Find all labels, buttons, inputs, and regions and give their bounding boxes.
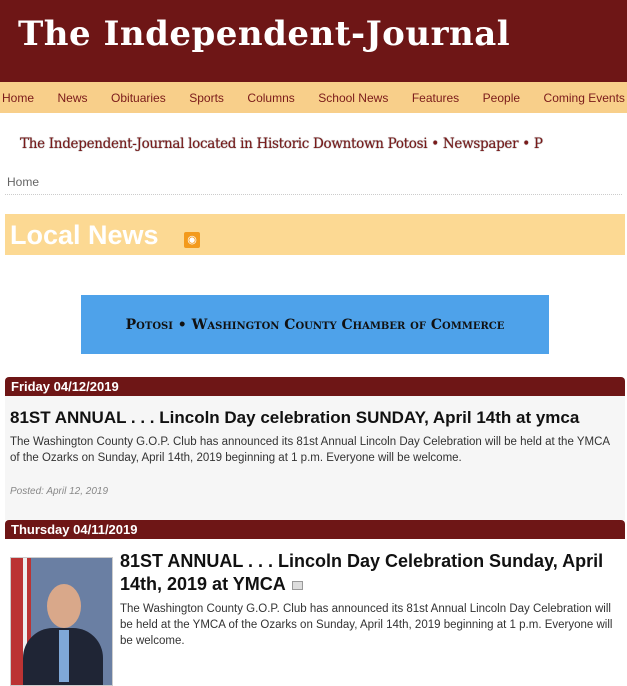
masthead bbox=[0, 0, 627, 82]
nav-columns[interactable]: Columns bbox=[247, 90, 295, 105]
image-icon bbox=[292, 581, 303, 590]
article-item bbox=[120, 550, 620, 649]
nav-news[interactable]: News bbox=[57, 90, 88, 105]
divider bbox=[5, 194, 622, 195]
date-header: Friday 04/12/2019 bbox=[5, 377, 625, 396]
article-item bbox=[5, 396, 625, 520]
nav-features[interactable]: Features bbox=[411, 90, 460, 105]
nav-obituaries[interactable]: Obituaries bbox=[111, 90, 166, 105]
article-summary: The Washington County G.O.P. Club has announced its 81st Annual Lincoln Day Celebration will be held at the YMCA of the Ozarks on Sunday, April 14th, 2019 beginning at 1 p.m. Everyone will be welcome. bbox=[10, 436, 610, 464]
nav-sports[interactable]: Sports bbox=[189, 90, 224, 105]
chamber-ad-banner[interactable]: Potosi • Washington County Chamber of Commerce bbox=[81, 295, 549, 354]
article-title[interactable]: 81ST ANNUAL . . . Lincoln Day Celebration Sunday, April 14th, 2019 at YMCA bbox=[120, 551, 604, 594]
article-title[interactable]: 81ST ANNUAL . . . Lincoln Day celebration SUNDAY, April 14th at ymca bbox=[10, 408, 580, 427]
article-thumbnail[interactable] bbox=[10, 557, 113, 686]
nav-school-news[interactable]: School News bbox=[318, 90, 389, 105]
section-header bbox=[5, 214, 625, 255]
article-summary: The Washington County G.O.P. Club has announced its 81st Annual Lincoln Day Celebration will be held at the YMCA of the Ozarks on Sunday, April 14th, 2019 beginning at 1 p.m. Everyone will be welcome. bbox=[120, 603, 613, 647]
nav-home[interactable]: Home bbox=[2, 90, 35, 105]
nav-coming-events[interactable]: Coming Events bbox=[543, 90, 625, 105]
main-nav bbox=[0, 82, 627, 113]
tagline-marquee: The Independent-Journal located in Historic Downtown Potosi • Newspaper • P bbox=[20, 136, 543, 152]
posted-date: Posted: April 12, 2019 bbox=[10, 486, 109, 497]
rss-icon[interactable]: ◉ bbox=[184, 232, 200, 248]
site-logo[interactable]: The Independent-Journal bbox=[18, 14, 511, 54]
nav-people[interactable]: People bbox=[482, 90, 521, 105]
section-title: Local News bbox=[10, 220, 159, 250]
breadcrumb-home[interactable]: Home bbox=[7, 175, 40, 189]
date-header: Thursday 04/11/2019 bbox=[5, 520, 625, 539]
